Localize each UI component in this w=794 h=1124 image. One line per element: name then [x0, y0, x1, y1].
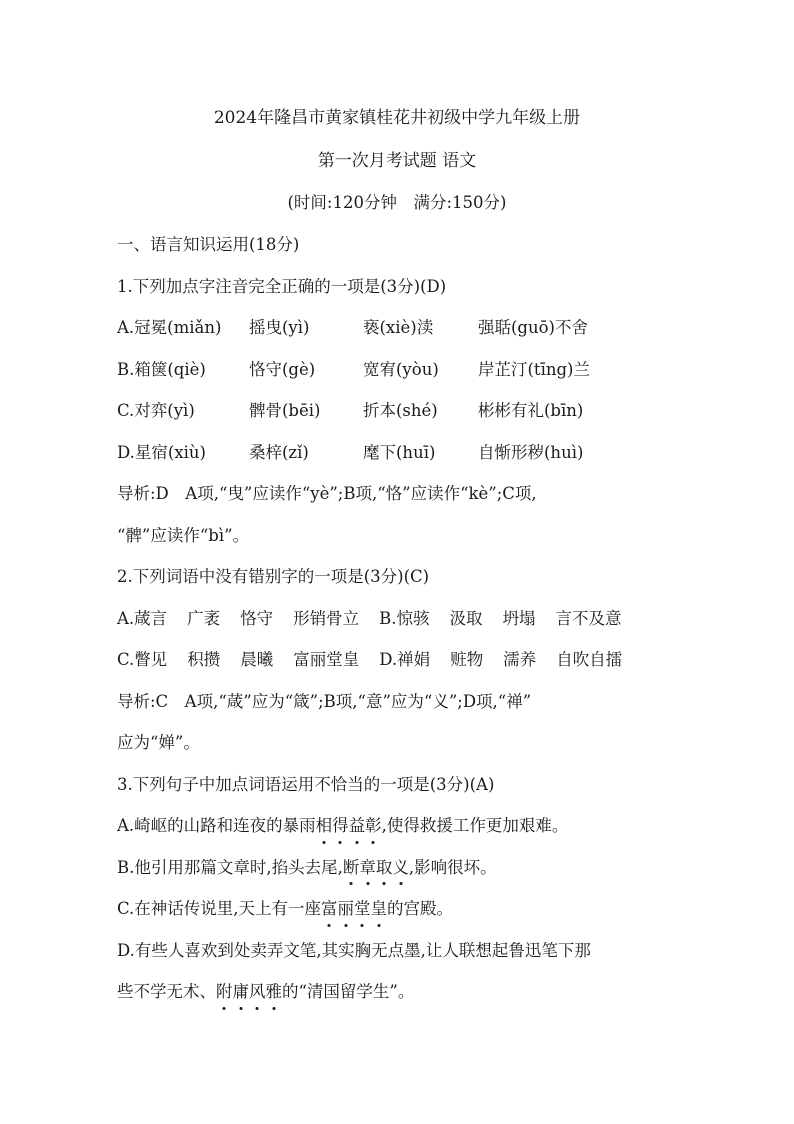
section-heading: 一、语言知识运用(18分): [117, 235, 300, 254]
dotted-char: 皇: [371, 888, 388, 930]
option-item: 强聒(guō)不舍: [478, 318, 588, 337]
dotted-char: 雅: [266, 971, 283, 1013]
dotted-char: 庸: [233, 971, 250, 1013]
sentence-text: 的宫殿。: [387, 899, 454, 918]
option-item: 自惭形秽(huì): [478, 442, 584, 462]
question-2-analysis-line1: 导析:C A项,“葴”应为“箴”;B项,“意”应为“义”;D项,“禅”: [117, 691, 532, 711]
option-item: 麾下(huī): [363, 442, 436, 462]
word-item: 形销骨立: [293, 608, 360, 628]
word-item: 富丽堂皇: [293, 650, 360, 669]
word-item: 积攒: [187, 650, 221, 669]
word-item: 赃物: [450, 650, 484, 669]
exam-title-line2: 第一次月考试题 语文: [317, 151, 477, 171]
option-item: 彬彬有礼(bīn): [478, 401, 584, 420]
word-item: 坍塌: [502, 608, 536, 628]
word-item: 广袤: [187, 608, 221, 628]
word-item: B.惊骇: [379, 608, 430, 628]
question-1-analysis-line1: 导析:D A项,“曳”应读作“yè”;B项,“恪”应读作“kè”;C项,: [117, 484, 537, 503]
dotted-char: 相: [316, 805, 333, 847]
dotted-char: 丽: [338, 888, 355, 930]
word-item: A.葴言: [117, 608, 168, 628]
question-3-option-d-line2: [117, 971, 677, 1013]
sentence-text: ,使得救援工作更加艰难。: [381, 816, 569, 835]
option-item: 岸芷汀(tīng)兰: [478, 359, 590, 379]
sentence-text: B.他引用那篇文章时,掐头去尾,: [117, 857, 343, 877]
dotted-char: 风: [249, 971, 266, 1013]
question-2-stem: 2.下列词语中没有错别字的一项是(3分)(C): [117, 567, 430, 586]
exam-title-line1: 2024年隆昌市黄家镇桂花井初级中学九年级上册: [213, 108, 581, 128]
option-item: A.冠冕(miǎn): [117, 318, 222, 337]
option-item: 亵(xiè)渎: [363, 318, 434, 337]
question-3-option-a: [117, 805, 677, 847]
question-3-option-b: [117, 847, 677, 889]
word-item: C.瞥见: [117, 650, 168, 669]
dotted-phrase: [343, 858, 409, 877]
dotted-char: 断: [343, 847, 360, 889]
sentence-text: ,影响很坏。: [408, 857, 497, 877]
option-item: 桑梓(zǐ): [249, 442, 309, 462]
question-3-stem: 3.下列句子中加点词语运用不恰当的一项是(3分)(A): [117, 774, 495, 794]
dotted-char: 富: [321, 888, 338, 930]
option-item: D.星宿(xiù): [117, 442, 206, 462]
question-2-options-row1: [117, 598, 677, 640]
question-1-option-a: [117, 307, 677, 349]
question-1-option-d: [117, 432, 677, 474]
question-1-option-c: [117, 390, 677, 432]
option-item: 恪守(gè): [249, 359, 316, 379]
option-item: 摇曳(yì): [249, 318, 310, 337]
word-item: 自吹自擂: [556, 650, 623, 669]
option-item: B.箱箧(qiè): [117, 359, 206, 379]
dotted-char: 益: [349, 805, 366, 847]
dotted-char: 彰: [365, 805, 382, 847]
dotted-phrase: [321, 899, 387, 918]
option-item: 宽宥(yòu): [363, 359, 439, 379]
question-2-analysis-line2: 应为“婵”。: [117, 733, 200, 752]
word-item: D.禅娟: [379, 650, 431, 669]
word-item: 言不及意: [555, 608, 622, 628]
sentence-text: 的“清国留学生”。: [282, 982, 415, 1001]
question-1-stem: 1.下列加点字注音完全正确的一项是(3分)(D): [117, 276, 447, 296]
word-item: 濡养: [503, 650, 537, 669]
dotted-char: 义: [392, 847, 409, 889]
question-1-option-b: [117, 349, 677, 391]
sentence-text: A.崎岖的山路和连夜的暴雨: [117, 816, 316, 835]
question-3-option-d-line1: D.有些人喜欢到处卖弄文笔,其实胸无点墨,让人联想起鲁迅笔下那: [117, 940, 591, 960]
sentence-text: C.在神话传说里,天上有一座: [117, 899, 322, 918]
dotted-char: 附: [216, 971, 233, 1013]
option-item: C.对弈(yì): [117, 401, 195, 420]
dotted-phrase: [216, 982, 282, 1001]
question-2-options-row2: [117, 639, 677, 681]
word-item: 恪守: [240, 608, 274, 628]
dotted-phrase: [316, 816, 382, 835]
dotted-char: 章: [359, 847, 376, 889]
dotted-char: 取: [376, 847, 393, 889]
option-item: 髀骨(bēi): [249, 401, 321, 420]
word-item: 汲取: [449, 608, 483, 628]
question-1-analysis-line2: “髀”应读作“bì”。: [117, 525, 250, 545]
word-item: 晨曦: [240, 650, 274, 669]
option-item: 折本(shé): [363, 401, 438, 420]
question-3-option-c: [117, 888, 677, 930]
dotted-char: 堂: [354, 888, 371, 930]
exam-meta: (时间:120分钟 满分:150分): [287, 193, 507, 212]
dotted-char: 得: [332, 805, 349, 847]
sentence-text: 些不学无术、: [117, 982, 216, 1001]
